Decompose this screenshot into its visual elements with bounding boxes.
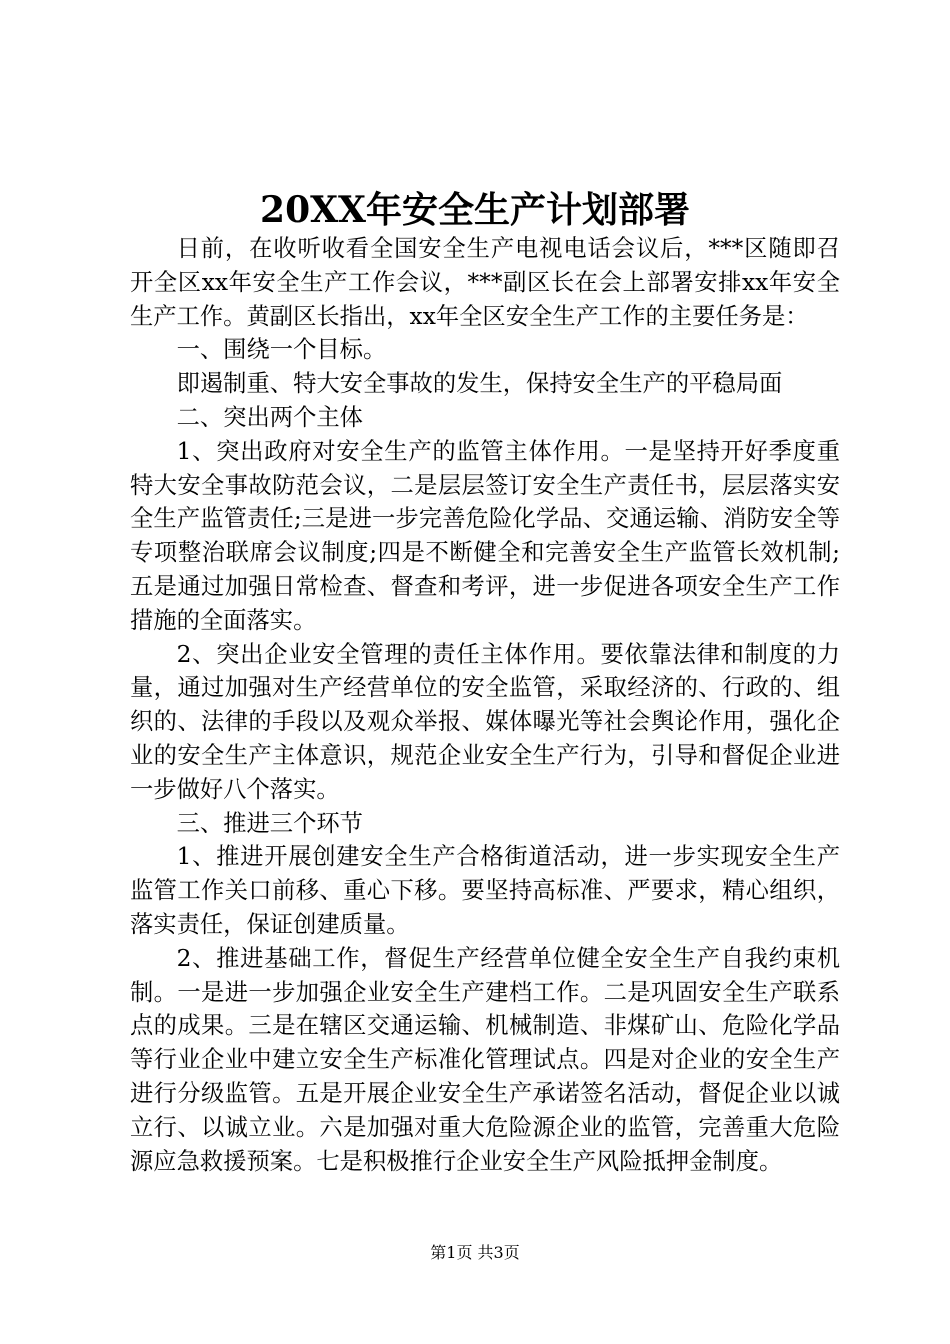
paragraph-basic-work: 2、推进基础工作，督促生产经营单位健全安全生产自我约束机制。一是进一步加强企业安全生产建档工作。二是巩固安全生产联系点的成果。三是在辖区交通运输、机械制造、非煤矿山、危险化学品等行业企业中建立安全生产标准化管理试点。四是对企业的安全生产进行分级监管。五是开展企业安全生产承诺签名活动，督促企业以诚立行、以诚立业。六是加强对重大危险源企业的监管，完善重大危险源应急救援预案。七是积极推行企业安全生产风险抵押金制度。 xyxy=(130,944,840,1175)
paragraph-street-activity: 1、推进开展创建安全生产合格街道活动，进一步实现安全生产监管工作关口前移、重心下移。要坚持高标准、严要求，精心组织，落实责任，保证创建质量。 xyxy=(130,843,840,938)
heading-three-links: 三、推进三个环节 xyxy=(176,809,363,837)
paragraph-government-role: 1、突出政府对安全生产的监管主体作用。一是坚持开好季度重特大安全事故防范会议，二是层层签订安全生产责任书，层层落实安全生产监管责任;三是进一步完善危险化学品、交通运输、消防安全等专项整治联席会议制度;四是不断健全和完善安全生产监管长效机制;五是通过加强日常检查、督查和考评，进一步促进各项安全生产工作措施的全面落实。 xyxy=(130,437,840,634)
document-title: 20XX年安全生产计划部署 xyxy=(260,189,690,231)
page-number: 第1页 共3页 xyxy=(430,1243,520,1262)
paragraph-enterprise-role: 2、突出企业安全管理的责任主体作用。要依靠法律和制度的力量，通过加强对生产经营单位的安全监管，采取经济的、行政的、组织的、法律的手段以及观众举报、媒体曝光等社会舆论作用，强化企业的安全生产主体意识，规范企业安全生产行为，引导和督促企业进一步做好八个落实。 xyxy=(130,640,840,803)
document-body xyxy=(130,232,840,1178)
paragraph-intro: 日前，在收听收看全国安全生产电视电话会议后，***区随即召开全区xx年安全生产工作会议，***副区长在会上部署安排xx年安全生产工作。黄副区长指出，xx年全区安全生产工作的主要任务是： xyxy=(130,235,840,330)
paragraph-goal: 即遏制重、特大安全事故的发生，保持安全生产的平稳局面 xyxy=(176,370,783,398)
heading-two-subjects: 二、突出两个主体 xyxy=(176,403,363,431)
heading-one-goal: 一、围绕一个目标。 xyxy=(176,336,387,364)
